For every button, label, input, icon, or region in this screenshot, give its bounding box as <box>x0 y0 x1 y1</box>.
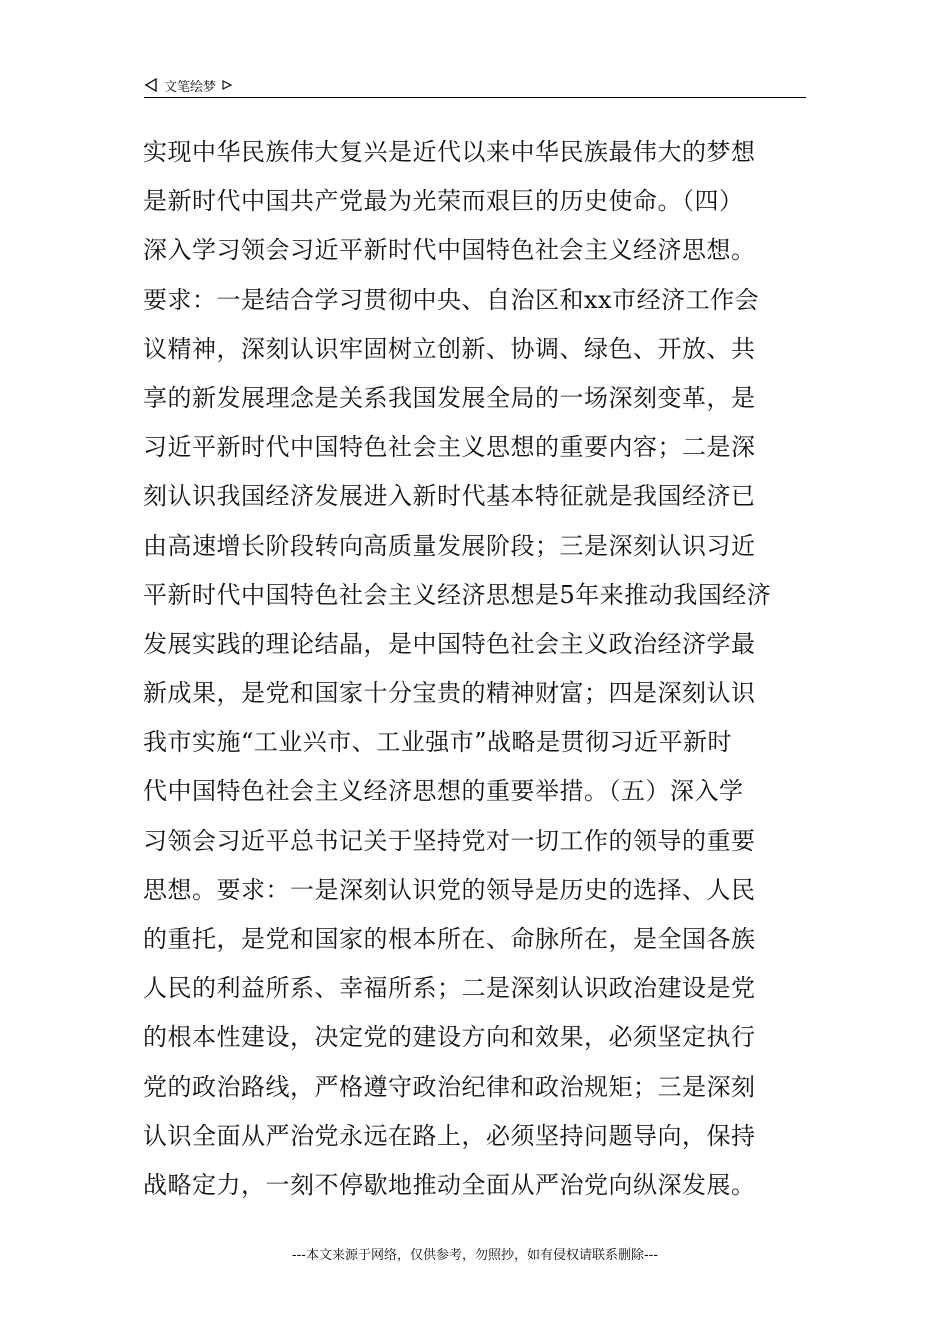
document-body <box>143 128 813 1210</box>
header-divider <box>144 97 806 98</box>
body-line: 党的政治路线，严格遵守政治纪律和政治规矩；三是深刻 <box>143 1072 756 1101</box>
triangle-left-outline-icon <box>144 78 158 92</box>
page-header <box>144 74 232 96</box>
body-line: 享的新发展理念是关系我国发展全局的一场深刻变革，是 <box>143 383 756 412</box>
body-line: 深入学习领会习近平新时代中国特色社会主义经济思想。 <box>143 236 756 265</box>
body-line: 发展实践的理论结晶，是中国特色社会主义政治经济学最 <box>143 629 756 658</box>
body-line: 刻认识我国经济发展进入新时代基本特征就是我国经济已 <box>143 482 756 511</box>
body-line: 习领会习近平总书记关于坚持党对一切工作的领导的重要 <box>143 826 756 855</box>
body-line: 思想。要求：一是深刻认识党的领导是历史的选择、人民 <box>143 875 756 904</box>
body-line: 习近平新时代中国特色社会主义思想的重要内容；二是深 <box>143 433 756 462</box>
body-line: 由高速增长阶段转向高质量发展阶段；三是深刻认识习近 <box>143 531 756 560</box>
body-line: 平新时代中国特色社会主义经济思想是5年来推动我国经济 <box>143 580 772 609</box>
triangle-right-outline-icon <box>222 80 232 90</box>
body-line: 的根本性建设，决定党的建设方向和效果，必须坚定执行 <box>143 1023 756 1052</box>
body-line: 代中国特色社会主义经济思想的重要举措。（五）深入学 <box>143 777 744 806</box>
body-line: 人民的利益所系、幸福所系；二是深刻认识政治建设是党 <box>143 974 756 1003</box>
body-line: 的重托，是党和国家的根本所在、命脉所在，是全国各族 <box>143 925 756 953</box>
body-line: 要求：一是结合学习贯彻中央、自治区和xx市经济工作会 <box>143 285 760 314</box>
body-line: 是新时代中国共产党最为光荣而艰巨的历史使命。（四） <box>143 187 744 216</box>
body-line: 议精神，深刻认识牢固树立创新、协调、绿色、开放、共 <box>143 334 756 363</box>
footer-disclaimer: ---本文来源于网络，仅供参考，勿照抄，如有侵权请联系删除--- <box>291 1248 659 1263</box>
body-line: 新成果，是党和国家十分宝贵的精神财富；四是深刻认识 <box>143 679 756 708</box>
body-line: 战略定力，一刻不停歇地推动全面从严治党向纵深发展。 <box>143 1170 756 1199</box>
body-line: 实现中华民族伟大复兴是近代以来中华民族最伟大的梦想 <box>143 138 756 166</box>
body-line: 认识全面从严治党永远在路上，必须坚持问题导向，保持 <box>143 1121 756 1150</box>
body-line: 我市实施“工业兴市、工业强市”战略是贯彻习近平新时 <box>143 728 733 757</box>
header-title: 文笔绘梦 <box>164 79 217 95</box>
